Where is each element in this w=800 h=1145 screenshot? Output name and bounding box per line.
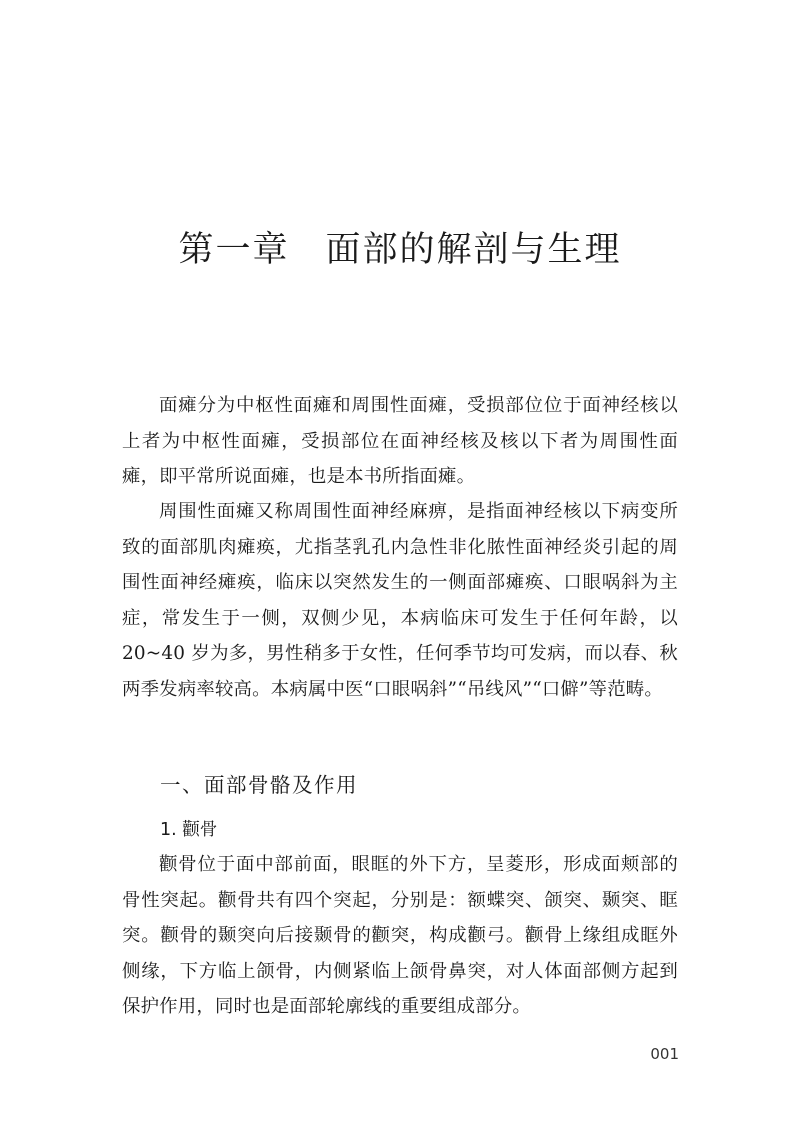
intro-block [122, 388, 678, 495]
chapter-number: 第一章 [178, 230, 290, 270]
chapter-title [0, 222, 800, 278]
zygoma-block [122, 847, 678, 1025]
chapter-name: 面部的解剖与生理 [325, 230, 622, 270]
zygoma-paragraph: 颧骨位于面中部前面，眼眶的外下方，呈菱形，形成面颊部的骨性突起。颧骨共有四个突起，分别是：额蝶突、颌突、颞突、眶突。颧骨的颞突向后接颞骨的颧突，构成颧弓。颧骨上缘组成眶外侧缘，下方临上颌骨，内侧紧临上颌骨鼻突，对人体面部侧方起到保护作用，同时也是面部轮廓线的重要组成部分。 [122, 854, 678, 1017]
section-heading: 一、面部骨骼及作用 [160, 773, 358, 797]
subsection-heading: 1. 颧骨 [160, 820, 218, 840]
page-number: 001 [650, 1045, 679, 1063]
peripheral-block [122, 494, 678, 707]
peripheral-paragraph: 周围性面瘫又称周围性面神经麻痹，是指面神经核以下病变所致的面部肌肉瘫痪，尤指茎乳孔内急性非化脓性面神经炎引起的周围性面神经瘫痪，临床以突然发生的一侧面部瘫痪、口眼㖞斜为主症，常发生于一侧，双侧少见，本病临床可发生于任何年龄，以 20~40 岁为多，男性稍多于女性，任何季节均可发病，而以春、秋两季发病率较高。本病属中医“口眼㖞斜”“吊线风”“口僻”等范畴。 [122, 501, 678, 700]
intro-paragraph: 面瘫分为中枢性面瘫和周围性面瘫，受损部位位于面神经核以上者为中枢性面瘫，受损部位在面神经核及核以下者为周围性面瘫，即平常所说面瘫，也是本书所指面瘫。 [122, 395, 678, 487]
